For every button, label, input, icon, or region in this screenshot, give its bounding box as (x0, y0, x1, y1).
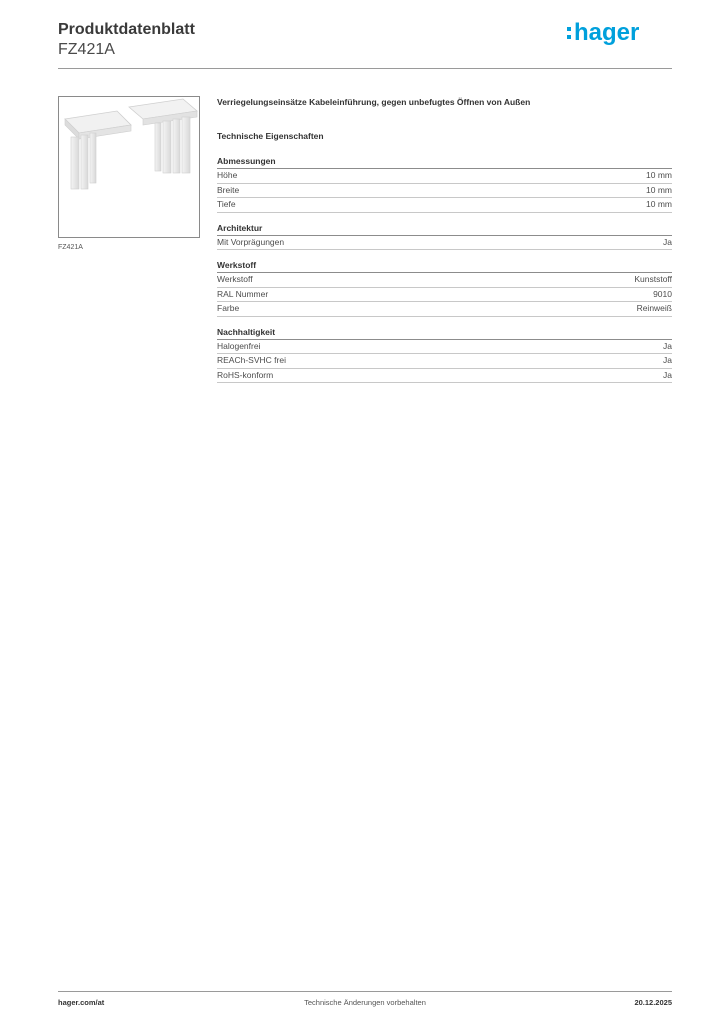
row-value: Reinweiß (636, 303, 672, 313)
table-row (217, 169, 672, 184)
row-value: Kunststoff (634, 274, 672, 284)
footer-notice: Technische Änderungen vorbehalten (304, 998, 426, 1007)
section-title: Abmessungen (217, 155, 672, 169)
image-caption: FZ421A (58, 244, 83, 251)
row-label: RoHS-konform (217, 369, 274, 380)
footer-divider (58, 991, 672, 992)
row-value: 10 mm (646, 170, 672, 180)
product-photo-icon (59, 97, 199, 237)
technical-properties-heading: Technische Eigenschaften (217, 131, 324, 141)
table-row (217, 340, 672, 355)
table-row (217, 198, 672, 213)
hager-logo (566, 16, 658, 48)
header (58, 20, 195, 60)
row-value: 10 mm (646, 199, 672, 209)
section-architektur (217, 222, 672, 251)
section-abmessungen (217, 155, 672, 213)
row-label: Halogenfrei (217, 340, 261, 351)
footer-date: 20.12.2025 (634, 998, 672, 1007)
footer-website-link[interactable]: hager.com/at (58, 998, 105, 1007)
section-nachhaltigkeit (217, 326, 672, 384)
table-row (217, 273, 672, 288)
row-value: 9010 (653, 288, 672, 299)
section-werkstoff (217, 259, 672, 317)
row-value: Ja (663, 369, 672, 380)
row-label: REACh-SVHC frei (217, 355, 286, 365)
table-row (217, 302, 672, 317)
row-label: Breite (217, 184, 240, 195)
table-row (217, 369, 672, 384)
table-row (217, 288, 672, 303)
product-image (58, 96, 200, 238)
row-value: Ja (663, 340, 672, 351)
row-label: Werkstoff (217, 274, 253, 284)
table-row (217, 184, 672, 199)
row-value: Ja (663, 236, 672, 247)
page-title: Produktdatenblatt (58, 21, 195, 38)
product-details (217, 96, 672, 383)
row-label: RAL Nummer (217, 288, 269, 299)
row-label: Farbe (217, 303, 240, 313)
product-code: FZ421A (58, 41, 115, 58)
row-value: Ja (663, 355, 672, 365)
row-label: Tiefe (217, 199, 236, 209)
section-title: Werkstoff (217, 259, 672, 273)
table-row (217, 236, 672, 251)
section-title: Architektur (217, 222, 672, 236)
row-value: 10 mm (646, 184, 672, 195)
logo-text: hager (574, 19, 640, 46)
product-description: Verriegelungseinsätze Kabeleinführung, gegen unbefugtes Öffnen von Außen (217, 97, 531, 107)
row-label: Mit Vorprägungen (217, 236, 285, 247)
section-title: Nachhaltigkeit (217, 326, 672, 340)
row-label: Höhe (217, 170, 238, 180)
table-row (217, 354, 672, 369)
header-divider (58, 68, 672, 69)
